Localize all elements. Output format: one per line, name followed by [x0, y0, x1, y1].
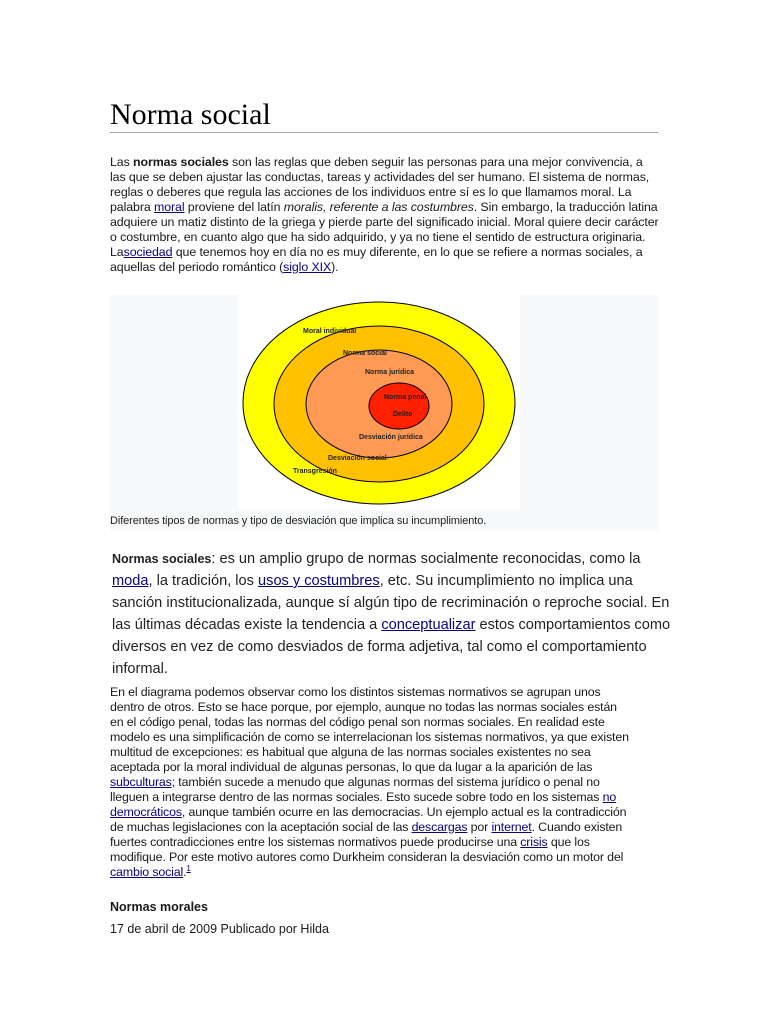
- link-no-democraticos[interactable]: no democráticos: [110, 790, 617, 819]
- page-title: Norma social: [110, 98, 271, 131]
- label-norma-social: Norma social: [343, 350, 387, 357]
- diagram-explanation-paragraph: [110, 685, 630, 880]
- link-usos-y-costumbres[interactable]: usos y costumbres: [258, 573, 380, 589]
- label-norma-juridica: Norma jurídica: [365, 369, 415, 376]
- normas-sociales-term: Normas sociales: [112, 552, 212, 566]
- post-byline: 17 de abril de 2009 Publicado por Hilda: [110, 922, 329, 936]
- link-subculturas[interactable]: subculturas: [110, 775, 172, 789]
- label-desviacion-social: Desviación social: [328, 455, 387, 462]
- link-sociedad[interactable]: sociedad: [123, 245, 173, 259]
- para2-text: , la tradición, los: [148, 573, 259, 589]
- link-siglo-xix[interactable]: siglo XIX: [283, 260, 332, 274]
- title-divider: [110, 132, 658, 133]
- norms-diagram-svg: [238, 295, 520, 510]
- para3-text: que los modifique. Por este motivo autores como Durkheim consideran la desviación como un motor del: [110, 835, 624, 864]
- link-conceptualizar[interactable]: conceptualizar: [381, 617, 476, 633]
- section-heading-normas-morales: Normas morales: [110, 900, 208, 914]
- label-delito: Delito: [393, 411, 413, 418]
- para3-text: . Cuando existen fuertes contradicciones entre los sistemas normativos puede producirse una: [110, 820, 623, 849]
- intro-text: Las: [110, 155, 134, 169]
- link-moda[interactable]: moda: [112, 573, 149, 589]
- para2-text: estos comportamientos como diversos en vez de como desviados de forma adjetiva, tal como el comportamiento informal.: [112, 617, 671, 677]
- label-desviacion-juridica: Desviación jurídica: [359, 434, 423, 441]
- norms-diagram: [238, 295, 520, 510]
- intro-text: son las reglas que deben seguir las personas para una mejor convivencia, a las que se deben ajustar las conductas, tareas y actividades del ser humano. El sistema de normas, reglas o deberes que regula las acciones de los individuos entre sí es lo que llamamos moral. La palabra: [110, 155, 650, 214]
- figure-caption: Diferentes tipos de normas y tipo de desviación que implica su incumplimiento.: [110, 515, 487, 527]
- para3-text: , aunque también ocurre en las democracias. Un ejemplo actual es la contradicción de muchas legislaciones con la aceptación social de las: [110, 805, 627, 834]
- intro-paragraph: [110, 155, 660, 275]
- para2-text: , etc. Su incumplimiento no implica una sanción institucionalizada, aunque sí algún tipo de recriminación o reproche social. En las últimas décadas existe la tendencia a: [112, 573, 670, 633]
- reference-link[interactable]: 1: [186, 863, 191, 873]
- label-moral-individual: Moral individual: [303, 328, 357, 335]
- para3-text: ; también sucede a menudo que algunas normas del sistema jurídico o penal no lleguen a integrarse dentro de las normas sociales. Esto sucede sobre todo en los sistemas: [110, 775, 603, 804]
- intro-text: . Sin embargo, la traducción latina adquiere un matiz distinto de la griega y pierde parte del significado inicial. Moral quiere decir carácter o costumbre, en cuanto algo que ha sido adquirido, y ya no tiene el sentido de estructura originaria. La: [110, 200, 659, 259]
- link-internet[interactable]: internet: [491, 820, 532, 834]
- link-descargas[interactable]: descargas: [411, 820, 468, 834]
- para3-text: por: [467, 820, 492, 834]
- intro-italic-term: moralis, referente a las costumbres: [283, 200, 474, 214]
- para3-text: En el diagrama podemos observar como los distintos sistemas normativos se agrupan unos dentro de otros. Esto se hace porque, por ejemplo, aunque no todas las normas sociales están en el código penal, todas las normas del código penal son normas sociales. En realidad este modelo es una simplificación de como se interrelacionan los sistemas normativos, ya que existen multitud de excepciones: es habitual que alguna de las normas sociales existentes no sea aceptada por la moral individual de algunas personas, lo que da lugar a la aparición de las: [110, 685, 629, 774]
- intro-text: que tenemos hoy en día no es muy diferente, en lo que se refiere a normas sociales, a aquellas del periodo romántico (: [110, 245, 643, 274]
- intro-text: ).: [331, 260, 339, 274]
- intro-text: proviene del latín: [184, 200, 284, 214]
- para2-text: : es un amplio grupo de normas socialmente reconocidas, como la: [211, 551, 641, 567]
- link-crisis[interactable]: crisis: [520, 835, 548, 849]
- label-norma-penal: Norma penal: [384, 394, 427, 401]
- link-cambio-social[interactable]: cambio social: [110, 865, 184, 879]
- para3-text: .: [183, 865, 187, 879]
- norma-penal-ellipse: [369, 383, 429, 429]
- intro-bold-term: normas sociales: [133, 155, 229, 169]
- normas-sociales-paragraph: [112, 548, 672, 680]
- link-moral[interactable]: moral: [153, 200, 185, 214]
- label-transgresion: Transgresión: [293, 468, 337, 475]
